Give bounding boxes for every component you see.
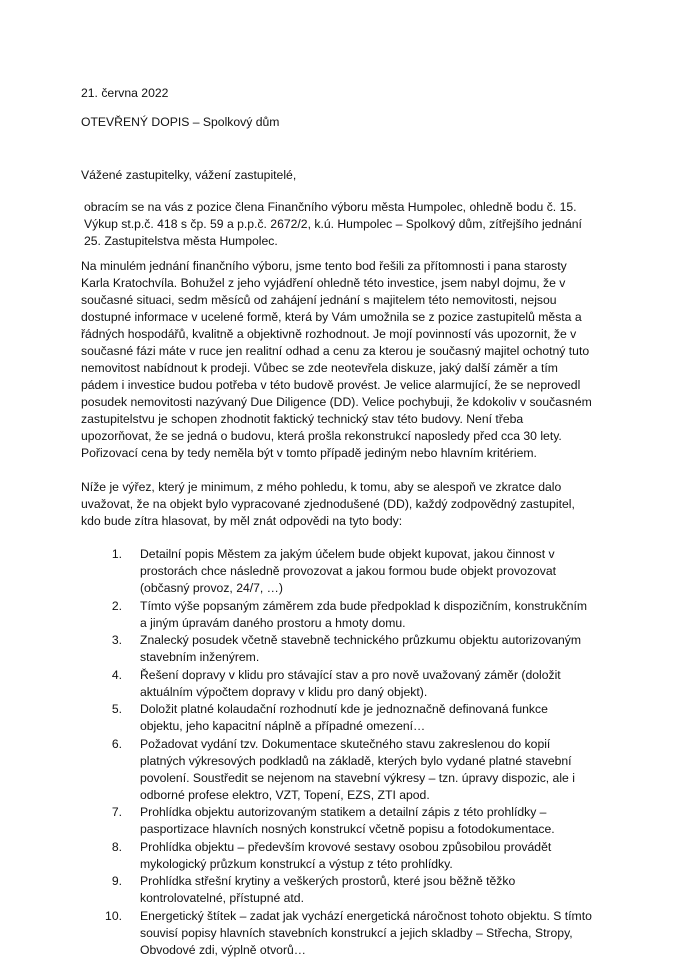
list-item-text: Prohlídka střešní krytiny a veškerých prostorů, které jsou běžně těžko kontrolovatelné, přístupné atd. [140,874,516,905]
list-item-number: 3. [111,633,122,647]
list-item-number: 5. [111,702,122,716]
body-paragraph: Na minulém jednání finančního výboru, jsme tento bod řešili za přítomnosti i pana starosty Karla Kratochvíla. Bohužel z jeho vyjádření ohledně této investice, jsem nabyl dojmu, že v současné situaci, sedm měsíců od zahájení jednání s majitelem této nemovitosti, nejsou dostupné informace v ucelené formě, která by Vám umožnila se z pozice zastupitelů města a řádných hospodářů, kvalitně a objektivně rozhodnout. Je mojí povinností vás upozornit, že v současné fázi máte v ruce jen realitní odhad a cenu za kterou je současný majitel ochotný tuto nemovitost nabídnout k prodeji. Vůbec se zde neotevřela diskuze, jaký další záměr a tím pádem i investice budou potřeba v této budově provést. Je velice alarmující, že se neprovedl posudek nemovitosti nazývaný Due Diligence (DD). Velice pochybuji, že kdokoliv v současném zastupitelstvu je schopen zhodnotit faktický technický stav této budovy. Není třeba upozorňovat, že se jedná o budovu, která prošla rekonstrukcí naposledy před cca 30 lety. Pořizovací cena by tedy neměla být v tomto případě jediným nebo hlavním kritériem. [81,259,592,460]
list-item [81,804,592,838]
list-item-text: Znalecký posudek včetně stavebně technického průzkumu objektu autorizovaným stavebním inženýrem. [140,633,582,664]
list-item-text: Detailní popis Městem za jakým účelem bude objekt kupovat, jakou činnost v prostorách chce následně provozovat a jakou formou bude objekt provozovat (občasný provoz, 24/7, …) [140,547,556,595]
list-item-text: Tímto výše popsaným záměrem zda bude předpoklad k dispozičním, konstrukčním a jiným úpravám daného prostoru a hmoty domu. [140,598,588,630]
list-item-number: 1. [111,547,122,561]
list-item-text: Prohlídka objektu – především krovové sestavy osobou způsobilou provádět mykologický průzkum konstrukcí a výstup z této prohlídky. [140,839,552,871]
list-item-text: Doložit platné kolaudační rozhodnutí kde je jednoznačně definovaná funkce objektu, jeho kapacitní náplně a případné omezení… [140,702,548,733]
letter-salutation: Vážené zastupitelky, vážení zastupitelé, [81,168,297,182]
letter-date: 21. června 2022 [81,86,169,100]
list-item-number: 6. [111,736,122,751]
list-item-text: Řešení dopravy v klidu pro stávající stav a pro nově uvažovaný záměr (doložit aktuálním výpočtem dopravy v klidu pro daný objekt). [140,667,561,699]
requirements-list [81,546,592,959]
list-item [81,546,592,597]
letter-subject: OTEVŘENÝ DOPIS – Spolkový dům [81,115,280,129]
list-item-text: Požadovat vydání tzv. Dokumentace skutečného stavu zakreslenou do kopií platných výkresových podkladů na základě, kterých bylo vydané platné stavební povolení. Soustředit se nejenom na stavební výkresy – tzn. úpravy dispozic, ale i odborné profese elektro, VZT, Topení, EZS, ZTI apod. [140,736,575,802]
list-item-number: 9. [111,874,122,888]
list-item [81,839,592,873]
intro-paragraph: obracím se na vás z pozice člena Finančního výboru města Humpolec, ohledně bodu č. 15. Výkup st.p.č. 418 s čp. 59 a p.p.č. 2672/2, k.ú. Humpolec – Spolkový dům, zítřejšího jednání 25. Zastupitelstva města Humpolec. [84,200,582,248]
list-item-number: 8. [111,839,122,854]
list-item [81,736,592,804]
list-item-number: 4. [111,667,122,682]
list-item-number: 10. [105,908,122,923]
list-item [81,873,592,907]
list-item [81,667,592,701]
list-lead-paragraph: Níže je výřez, který je minimum, z mého pohledu, k tomu, aby se alespoň ve zkratce dalo uvažovat, že na objekt bylo vypracované zjednodušené (DD), každý zodpovědný zastupitel, kdo bude zítra hlasovat, by měl znát odpovědi na tyto body: [81,480,575,528]
list-item-number: 7. [111,805,122,819]
list-item [81,908,592,959]
list-item-text: Prohlídka objektu autorizovaným statikem a detailní zápis z této prohlídky – pasportizace hlavních nosných konstrukcí včetně popisu a fotodokumentace. [140,805,555,836]
list-item [81,632,592,666]
list-item-text: Energetický štítek – zadat jak vychází energetická náročnost tohoto objektu. S tímto souvisí popisy hlavních stavebních konstrukcí a jejich skladby – Střecha, Stropy, Obvodové zdi, výplně otvorů… [140,908,592,957]
list-item-number: 2. [111,598,122,613]
list-item [81,701,592,735]
list-item [81,598,592,632]
